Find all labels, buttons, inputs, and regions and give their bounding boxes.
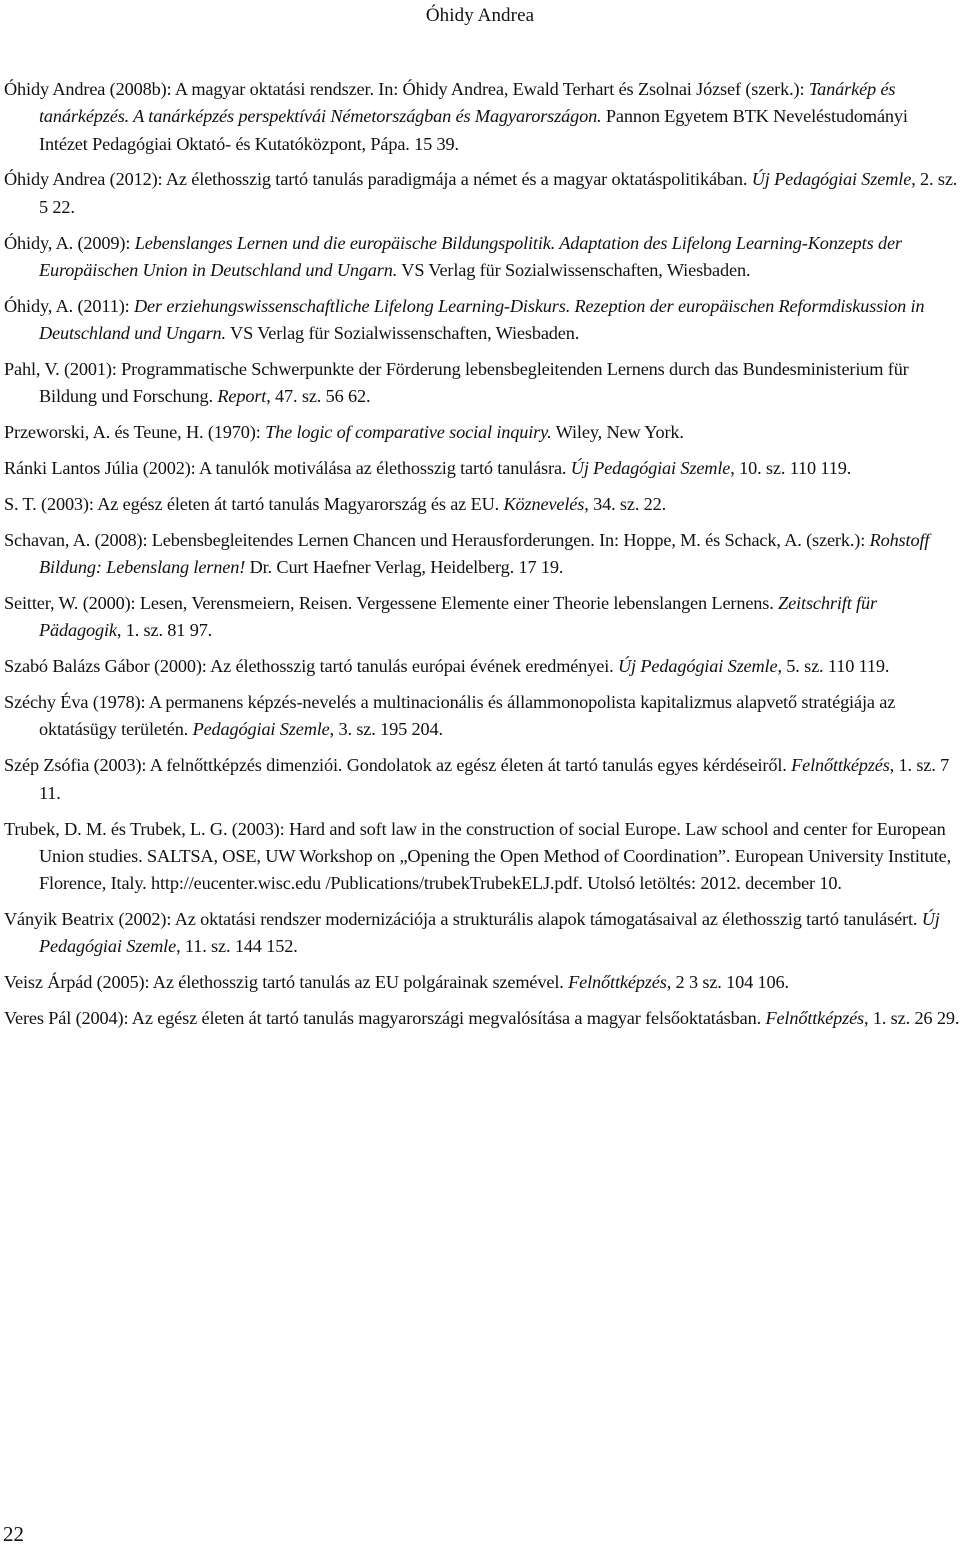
reference-title: Felnőttképzés <box>568 972 667 993</box>
reference-text: , 10. sz. 110 119. <box>730 458 852 479</box>
reference-text: , 1. sz. 26 29. <box>864 1008 960 1029</box>
reference-title: Der erziehungswissenschaftliche Lifelong Learning-Diskurs. Rezeption der europäischen Reformdiskussion in Deutschland und Ungarn. <box>39 295 925 344</box>
reference-entry <box>4 752 960 807</box>
reference-entry <box>4 906 960 961</box>
reference-title: Új Pedagógiai Szemle <box>617 656 778 677</box>
reference-text: Szabó Balázs Gábor (2000): Az élethosszig tartó tanulás európai évének eredményei. <box>4 656 618 677</box>
reference-entry <box>4 293 960 348</box>
reference-text: , 11. sz. 144 152. <box>176 936 298 957</box>
reference-title: Új Pedagógiai Szemle <box>751 169 912 190</box>
reference-entry <box>4 356 960 411</box>
reference-title: Felnőttképzés <box>791 755 890 776</box>
reference-text: Szép Zsófia (2003): A felnőttképzés dimenziói. Gondolatok az egész életen át tartó tanulás egyes kérdéseiről. <box>4 755 792 776</box>
reference-entry <box>4 689 960 744</box>
reference-title: Felnőttképzés <box>765 1008 864 1029</box>
reference-title: Lebenslanges Lernen und die europäische Bildungspolitik. Adaptation des Lifelong Learning-Konzepts der Europäischen Union in Deutschland und Ungarn. <box>39 232 902 280</box>
reference-entry <box>4 491 960 518</box>
reference-text: Óhidy Andrea (2012): Az élethosszig tartó tanulás paradigmája a német és a magyar oktatáspolitikában. <box>4 169 752 190</box>
reference-text: VS Verlag für Sozialwissenschaften, Wiesbaden. <box>397 259 751 280</box>
reference-text: Veres Pál (2004): Az egész életen át tartó tanulás magyarországi megvalósítása a magyar felsőoktatásban. <box>4 1008 766 1029</box>
reference-text: Wiley, New York. <box>551 422 684 443</box>
reference-text: , 1. sz. 7 11. <box>39 755 950 803</box>
reference-text: Óhidy Andrea (2008b): A magyar oktatási rendszer. In: Óhidy Andrea, Ewald Terhart és Zsolnai József (szerk.): <box>4 79 809 99</box>
reference-text: Széchy Éva (1978): A permanens képzés-nevelés a multinacionális és állammonopolista kapitalizmus alapvető stratégiája az oktatásügy területén. <box>4 692 896 740</box>
reference-entry <box>4 816 960 898</box>
reference-text: , 1. sz. 81 97. <box>116 620 213 641</box>
reference-entry <box>4 419 960 446</box>
reference-title: Zeitschrift für Pädagogik <box>39 593 877 641</box>
reference-text: Veisz Árpád (2005): Az élethosszig tartó tanulás az EU polgárainak szemével. <box>4 972 569 993</box>
reference-title: Új Pedagógiai Szemle <box>39 909 940 957</box>
reference-entry <box>4 1005 960 1032</box>
reference-entry <box>4 590 960 645</box>
reference-entry <box>4 230 960 285</box>
reference-entry <box>4 455 960 482</box>
reference-entry <box>4 76 960 158</box>
reference-entry <box>4 166 960 221</box>
reference-text: Ványik Beatrix (2002): Az oktatási rendszer modernizációja a strukturális alapok támogatásaival az élethosszig tartó tanulásért. <box>4 909 922 930</box>
reference-text: Schavan, A. (2008): Lebensbegleitendes Lernen Chancen und Herausforderungen. In: Hoppe, M. és Schack, A. (szerk.): <box>4 529 870 550</box>
running-head: Óhidy Andrea <box>425 5 535 26</box>
reference-text: Seitter, W. (2000): Lesen, Verensmeiern, Reisen. Vergessene Elemente einer Theorie lebenslangen Lernens. <box>4 593 779 614</box>
reference-title: Rohstoff Bildung: Lebenslang lernen! <box>39 529 930 578</box>
reference-text: , 34. sz. 22. <box>584 494 667 515</box>
reference-entry <box>4 653 960 680</box>
reference-text: S. T. (2003): Az egész életen át tartó tanulás Magyarország és az EU. <box>4 494 504 515</box>
reference-text: Pahl, V. (2001): Programmatische Schwerpunkte der Förderung lebensbegleitenden Lernens durch das Bundesministerium für Bildung und Forschung. <box>4 359 909 407</box>
reference-text: Óhidy, A. (2009): <box>4 232 135 253</box>
reference-title: Köznevelés <box>503 494 585 515</box>
page-number: 22 <box>3 1522 24 1546</box>
reference-text: Ránki Lantos Júlia (2002): A tanulók motiválása az élethosszig tartó tanulásra. <box>4 458 571 479</box>
reference-text: Dr. Curt Haefner Verlag, Heidelberg. 17 19. <box>245 557 564 578</box>
reference-title: The logic of comparative social inquiry. <box>265 422 552 443</box>
reference-text: VS Verlag für Sozialwissenschaften, Wiesbaden. <box>225 323 580 344</box>
reference-title: Pedagógiai Szemle <box>192 719 330 740</box>
reference-title: Report <box>217 386 267 407</box>
reference-entry <box>4 527 960 582</box>
reference-text: , 2. sz. 5 22. <box>39 169 958 217</box>
reference-text: Przeworski, A. és Teune, H. (1970): <box>4 422 266 443</box>
reference-text: Óhidy, A. (2011): <box>4 295 134 316</box>
reference-entry <box>4 969 960 996</box>
reference-text: , 5. sz. 110 119. <box>777 656 890 677</box>
reference-list <box>4 76 960 1041</box>
reference-title: Tanárkép és tanárképzés. A tanárképzés perspektívái Németországban és Magyarországon. <box>39 79 896 127</box>
reference-text: , 3. sz. 195 204. <box>329 719 443 740</box>
reference-text: , 47. sz. 56 62. <box>266 386 371 407</box>
reference-text: , 2 3 sz. 104 106. <box>666 972 789 993</box>
reference-title: Új Pedagógiai Szemle <box>570 458 731 479</box>
reference-text: Pannon Egyetem BTK Neveléstudományi Intézet Pedagógiai Oktató- és Kutatóközpont, Pápa. 15 39. <box>39 106 908 154</box>
reference-text: Trubek, D. M. és Trubek, L. G. (2003): Hard and soft law in the construction of social Europe. Law school and center for European Union studies. SALTSA, OSE, UW Workshop on „Opening the Open Method of Coordination”. European University Institute, Florence, Italy. http://eucenter.wisc.edu /Publications/trubekTrubekELJ.pdf. Utolsó letöltés: 2012. december 10. <box>4 818 952 894</box>
